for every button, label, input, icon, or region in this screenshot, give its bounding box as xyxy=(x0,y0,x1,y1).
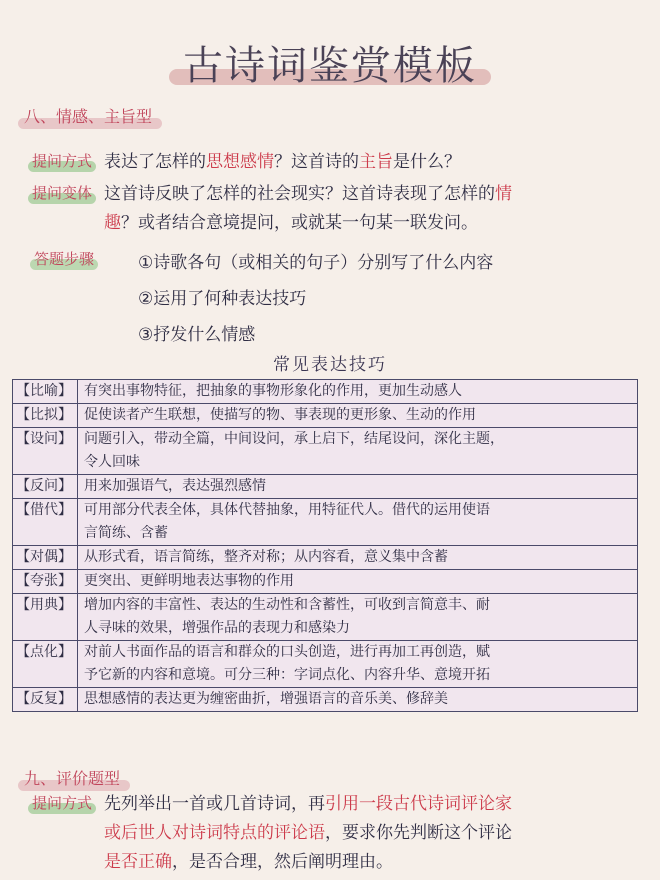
technique-desc xyxy=(78,688,638,712)
table-row xyxy=(13,688,638,712)
ask-row xyxy=(28,148,642,177)
section-heading-emotion: 八、情感、主旨型 xyxy=(18,102,162,129)
table-row xyxy=(13,499,638,546)
technique-name: 【反问】 xyxy=(13,475,78,499)
technique-name: 【点化】 xyxy=(13,641,78,688)
variant-row xyxy=(28,180,642,238)
ask-tag: 提问方式 xyxy=(28,148,96,173)
technique-name: 【设问】 xyxy=(13,428,78,475)
technique-desc-line: 思想感情的表达更为缠密曲折，增强语言的音乐美、修辞美 xyxy=(84,691,448,707)
technique-desc xyxy=(78,475,638,499)
variant-tag: 提问变体 xyxy=(28,180,96,205)
table-row xyxy=(13,428,638,475)
technique-desc xyxy=(78,380,638,404)
step-2: ②运用了何种表达技巧 xyxy=(138,289,307,309)
eval-ask-text: 先列举出一首或几首诗词，再引用一段古代诗词评论家 或后世人对诗词特点的评论语，要求你先判断这个评论 是否正确，是否合理，然后阐明理由。 xyxy=(104,794,513,872)
eval-ask-tag: 提问方式 xyxy=(28,790,96,815)
step-3: ③抒发什么情感 xyxy=(138,325,256,345)
technique-desc-line: 促使读者产生联想，使描写的物、事表现的更形象、生动的作用 xyxy=(84,407,476,423)
technique-desc xyxy=(78,404,638,428)
variant-text: 这首诗反映了怎样的社会现实？这首诗表现了怎样的情 趣？或者结合意境提问，或就某一句某一联发问。 xyxy=(104,184,513,233)
technique-name: 【比拟】 xyxy=(13,404,78,428)
techniques-table xyxy=(12,379,638,712)
ask-text: 表达了怎样的思想感情？这首诗的主旨是什么？ xyxy=(104,152,462,172)
techniques-title: 常见表达技巧 xyxy=(273,355,387,375)
eval-ask-row xyxy=(28,790,642,877)
technique-name: 【对偶】 xyxy=(13,546,78,570)
technique-desc-line: 增加内容的丰富性、表达的生动性和含蓄性，可收到言简意丰、耐 xyxy=(84,597,490,613)
section-heading-evaluation: 九、评价题型 xyxy=(18,764,130,791)
technique-desc xyxy=(78,499,638,546)
technique-desc xyxy=(78,428,638,475)
step-1: ①诗歌各句（或相关的句子）分别写了什么内容 xyxy=(138,253,494,273)
page-title: 古诗词鉴赏模板 xyxy=(169,34,491,91)
technique-desc-line: 予它新的内容和意境。可分三种：字词点化、内容升华、意境开拓 xyxy=(84,667,490,683)
table-row xyxy=(13,546,638,570)
technique-desc-line: 人寻味的效果，增强作品的表现力和感染力 xyxy=(84,620,350,636)
technique-desc xyxy=(78,594,638,641)
technique-name: 【用典】 xyxy=(13,594,78,641)
technique-name: 【借代】 xyxy=(13,499,78,546)
technique-desc-line: 言简练、含蓄 xyxy=(84,525,168,541)
technique-desc-line: 对前人书面作品的语言和群众的口头创造，进行再加工再创造，赋 xyxy=(84,644,490,660)
technique-desc-line: 从形式看，语言简练，整齐对称；从内容看，意义集中含蓄 xyxy=(84,549,448,565)
technique-desc-line: 更突出、更鲜明地表达事物的作用 xyxy=(84,573,294,589)
technique-desc xyxy=(78,570,638,594)
steps-tag: 答题步骤 xyxy=(30,246,98,271)
technique-desc xyxy=(78,641,638,688)
technique-name: 【夸张】 xyxy=(13,570,78,594)
technique-desc-line: 用来加强语气，表达强烈感情 xyxy=(84,478,266,494)
table-row xyxy=(13,404,638,428)
table-row xyxy=(13,380,638,404)
table-row xyxy=(13,641,638,688)
technique-desc-line: 有突出事物特征，把抽象的事物形象化的作用，更加生动感人 xyxy=(84,383,462,399)
technique-desc-line: 问题引入，带动全篇，中间设问，承上启下，结尾设问，深化主题， xyxy=(84,431,504,447)
table-row xyxy=(13,570,638,594)
technique-desc xyxy=(78,546,638,570)
table-row xyxy=(13,594,638,641)
technique-name: 【比喻】 xyxy=(13,380,78,404)
technique-desc-line: 令人回味 xyxy=(84,454,140,470)
table-row xyxy=(13,475,638,499)
technique-desc-line: 可用部分代表全体，具体代替抽象，用特征代人。借代的运用使语 xyxy=(84,502,490,518)
technique-name: 【反复】 xyxy=(13,688,78,712)
